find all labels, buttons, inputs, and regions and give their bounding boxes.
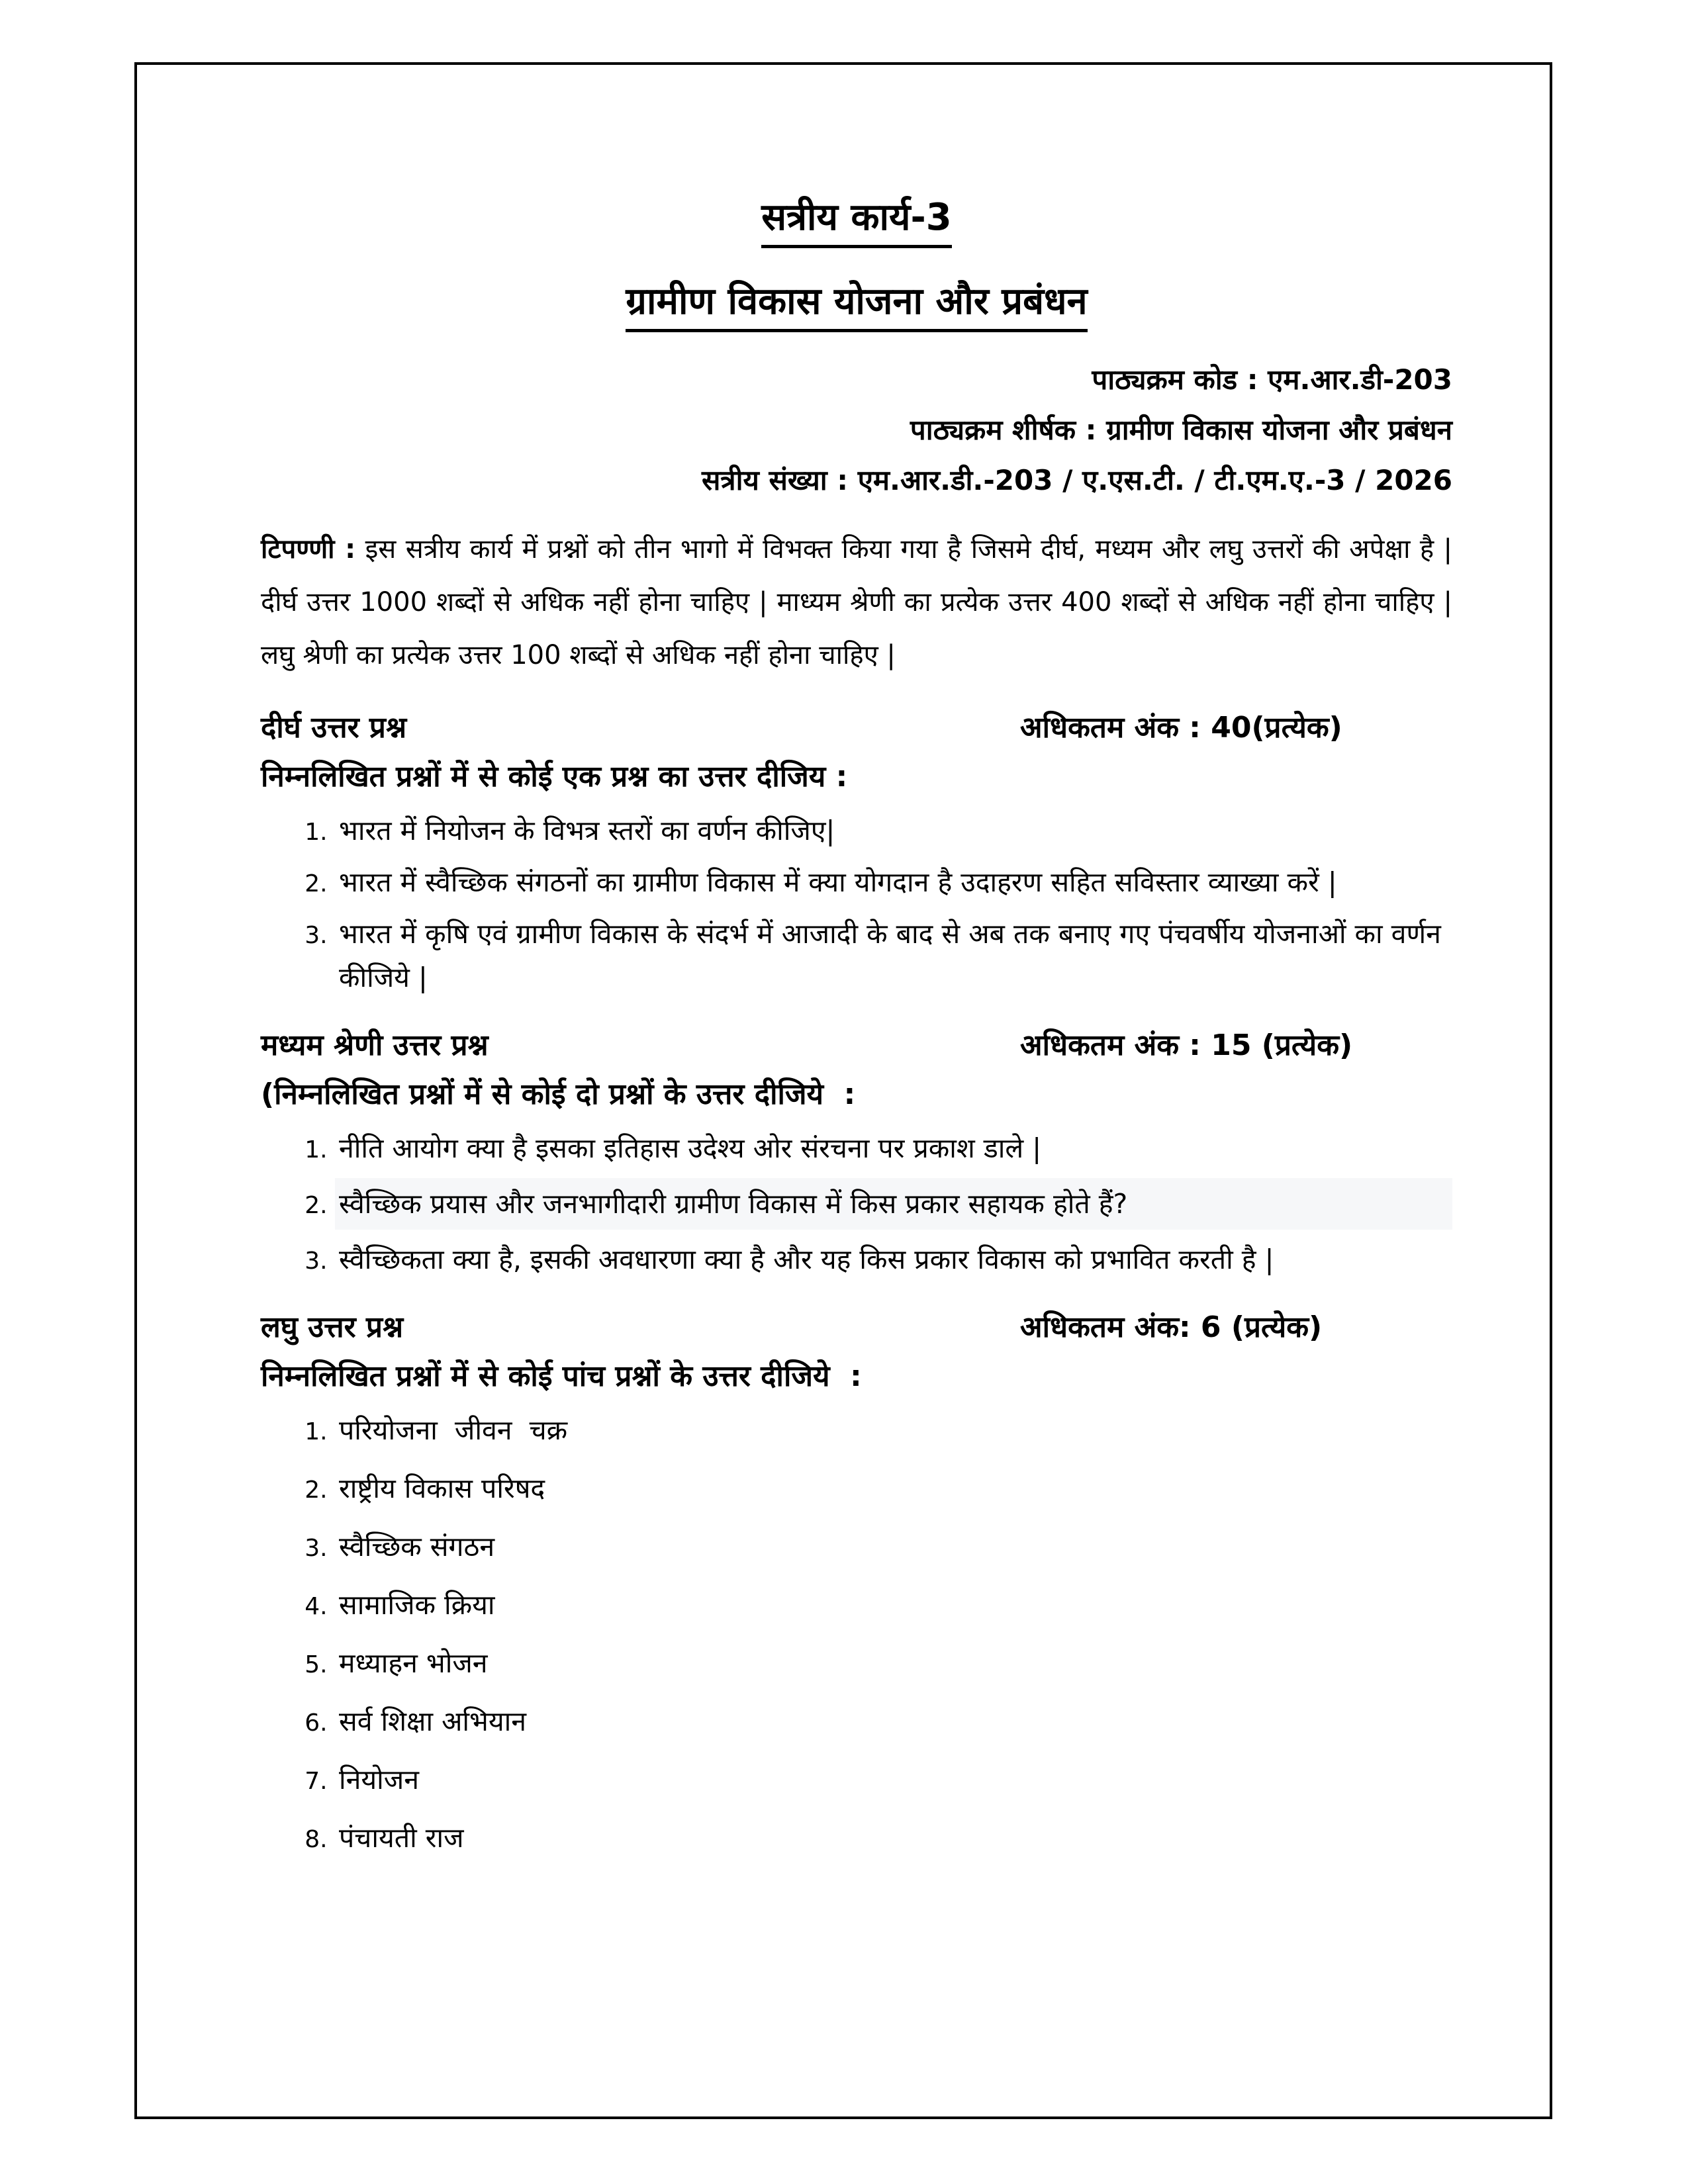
question-item: 8. पंचायती राज bbox=[335, 1816, 1452, 1860]
question-item: 1. नीति आयोग क्या है इसका इतिहास उदेश्य ओर संरचना पर प्रकाश डाले | bbox=[335, 1126, 1452, 1170]
note-text: इस सत्रीय कार्य में प्रश्नों को तीन भागो में विभक्त किया गया है जिसमे दीर्घ, मध्यम और लघु उत्तरों की अपेक्षा है | दीर्घ उत्तर 1000 शब्दों से अधिक नहीं होना चाहिए | माध्यम श्रेणी का प्रत्येक उत्तर 400 शब्दों से अधिक नहीं होना चाहिए | लघु श्रेणी का प्रत्येक उत्तर 100 शब्दों से अधिक नहीं होना चाहिए | bbox=[261, 534, 1453, 670]
question-item: 7. नियोजन bbox=[335, 1758, 1452, 1801]
section-medium-heading: मध्यम श्रेणी उत्तर प्रश्न bbox=[261, 1028, 489, 1062]
page-content bbox=[261, 176, 1452, 1874]
course-name-text: ग्रामीण विकास योजना और प्रबंधन bbox=[626, 277, 1087, 332]
section-short-heading-row bbox=[261, 1308, 1452, 1347]
question-item: 3. स्वैच्छिक संगठन bbox=[335, 1525, 1452, 1569]
question-item: 1. भारत में नियोजन के विभत्र स्तरों का वर्णन कीजिए| bbox=[335, 809, 1452, 852]
medium-question-list bbox=[261, 1126, 1452, 1281]
section-short-heading: लघु उत्तर प्रश्न bbox=[261, 1310, 404, 1344]
long-question-list bbox=[261, 809, 1452, 999]
course-title-line: पाठ्यक्रम शीर्षक : ग्रामीण विकास योजना और प्रबंधन bbox=[910, 414, 1452, 446]
short-question-list bbox=[261, 1408, 1452, 1860]
course-name-heading bbox=[261, 277, 1452, 332]
assignment-title-text: सत्रीय कार्य-3 bbox=[761, 193, 951, 248]
course-code-line: पाठ्यक्रम कोड : एम.आर.डी-203 bbox=[1092, 363, 1452, 396]
section-short-instruction: निम्नलिखित प्रश्नों में से कोई पांच प्रश्नों के उत्तर दीजिये : bbox=[261, 1359, 862, 1393]
question-item: 2. राष्ट्रीय विकास परिषद bbox=[335, 1467, 1452, 1510]
question-item: 2. भारत में स्वैच्छिक संगठनों का ग्रामीण विकास में क्या योगदान है उदाहरण सहित सविस्तार व्याख्या करें | bbox=[335, 860, 1452, 904]
question-item: 3. भारत में कृषि एवं ग्रामीण विकास के संदर्भ में आजादी के बाद से अब तक बनाए गए पंचवर्षीय योजनाओं का वर्णन कीजिये | bbox=[335, 912, 1452, 999]
section-medium-marks: अधिकतम अंक : 15 (प्रत्येक) bbox=[1020, 1028, 1353, 1062]
question-item-highlighted: 2. स्वैच्छिक प्रयास और जनभागीदारी ग्रामीण विकास में किस प्रकार सहायक होते हैं? bbox=[335, 1178, 1452, 1230]
note-label: टिपण्णी : bbox=[261, 534, 356, 565]
section-medium-instruction: (निम्नलिखित प्रश्नों में से कोई दो प्रश्नों के उत्तर दीजिये : bbox=[261, 1077, 856, 1111]
question-item: 1. परियोजना जीवन चक्र bbox=[335, 1408, 1452, 1452]
section-long-marks: अधिकतम अंक : 40(प्रत्येक) bbox=[1020, 711, 1342, 745]
section-long-heading-row bbox=[261, 708, 1452, 748]
question-item: 3. स्वैच्छिकता क्या है, इसकी अवधारणा क्या है और यह किस प्रकार विकास को प्रभावित करती है | bbox=[335, 1238, 1452, 1281]
assignment-title bbox=[261, 193, 1452, 248]
question-item: 4. सामाजिक क्रिया bbox=[335, 1583, 1452, 1627]
section-long-heading: दीर्घ उत्तर प्रश्न bbox=[261, 711, 407, 745]
section-medium-heading-row bbox=[261, 1026, 1452, 1066]
session-number-line: सत्रीय संख्या : एम.आर.डी.-203 / ए.एस.टी. / टी.एम.ए.-3 / 2026 bbox=[702, 464, 1452, 496]
note-paragraph bbox=[261, 523, 1452, 682]
section-long-instruction: निम्नलिखित प्रश्नों में से कोई एक प्रश्न का उत्तर दीजिय : bbox=[261, 760, 848, 794]
section-short-marks: अधिकतम अंक: 6 (प्रत्येक) bbox=[1020, 1310, 1323, 1344]
question-item: 6. सर्व शिक्षा अभियान bbox=[335, 1700, 1452, 1743]
page-border bbox=[134, 62, 1552, 2119]
question-item: 5. मध्याहन भोजन bbox=[335, 1641, 1452, 1685]
course-meta-block bbox=[261, 355, 1452, 506]
